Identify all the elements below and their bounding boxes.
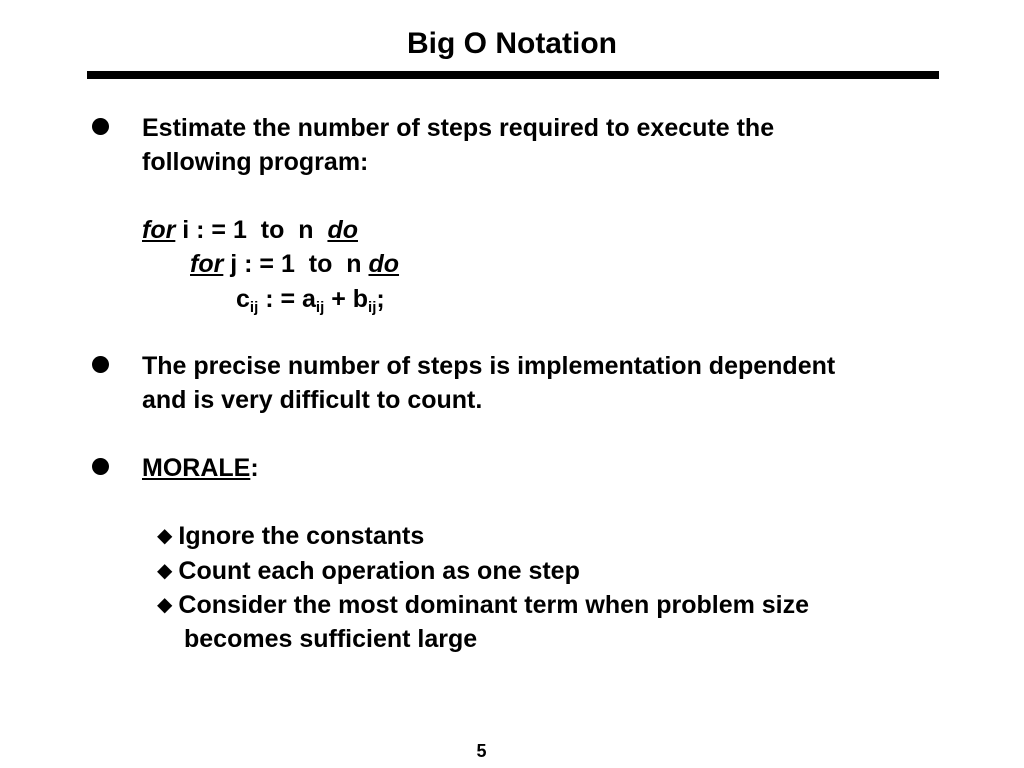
keyword-do: do <box>368 250 400 278</box>
bullet1-line2: following program: <box>142 148 369 176</box>
code-text: j : = 1 to n <box>223 250 369 278</box>
code-text: : = a <box>258 285 316 313</box>
bullet-dot <box>92 458 109 475</box>
morale-item-text: Consider the most dominant term when problem size <box>178 591 810 619</box>
code-line-outer-loop <box>142 213 358 247</box>
morale-item-continuation: becomes sufficient large <box>184 625 478 653</box>
diamond-bullet-icon: ◆ <box>157 560 173 582</box>
bullet2-line2: and is very difficult to count. <box>142 386 483 414</box>
diamond-bullet-icon: ◆ <box>157 594 173 616</box>
morale-item <box>157 588 809 624</box>
bullet1-line1: Estimate the number of steps required to execute the <box>142 114 775 142</box>
code-text: i : = 1 to n <box>175 216 328 244</box>
morale-item-text: Ignore the constants <box>178 522 425 550</box>
slide-title: Big O Notation <box>407 27 617 60</box>
diamond-bullet-icon: ◆ <box>157 525 173 547</box>
code-var-c: c <box>236 285 250 313</box>
page-number: 5 <box>476 741 487 761</box>
subscript: ij <box>249 299 259 316</box>
bullet-dot <box>92 118 109 135</box>
code-line-assignment <box>236 282 385 316</box>
keyword-do: do <box>327 216 358 244</box>
morale-colon: : <box>250 454 259 482</box>
subscript: ij <box>368 299 377 316</box>
morale-item <box>157 519 424 555</box>
morale-item <box>157 554 580 590</box>
keyword-for: for <box>142 216 176 244</box>
code-line-inner-loop <box>190 247 399 281</box>
morale-heading <box>142 451 259 485</box>
bullet-dot <box>92 356 109 373</box>
code-text: + b <box>324 285 369 313</box>
code-text: ; <box>376 285 385 313</box>
bullet2-line1: The precise number of steps is implementation dependent <box>142 352 836 380</box>
subscript: ij <box>315 299 325 316</box>
morale-item-text: Count each operation as one step <box>178 557 580 585</box>
morale-label: MORALE <box>142 454 251 482</box>
keyword-for: for <box>190 250 224 278</box>
title-divider <box>87 71 939 79</box>
